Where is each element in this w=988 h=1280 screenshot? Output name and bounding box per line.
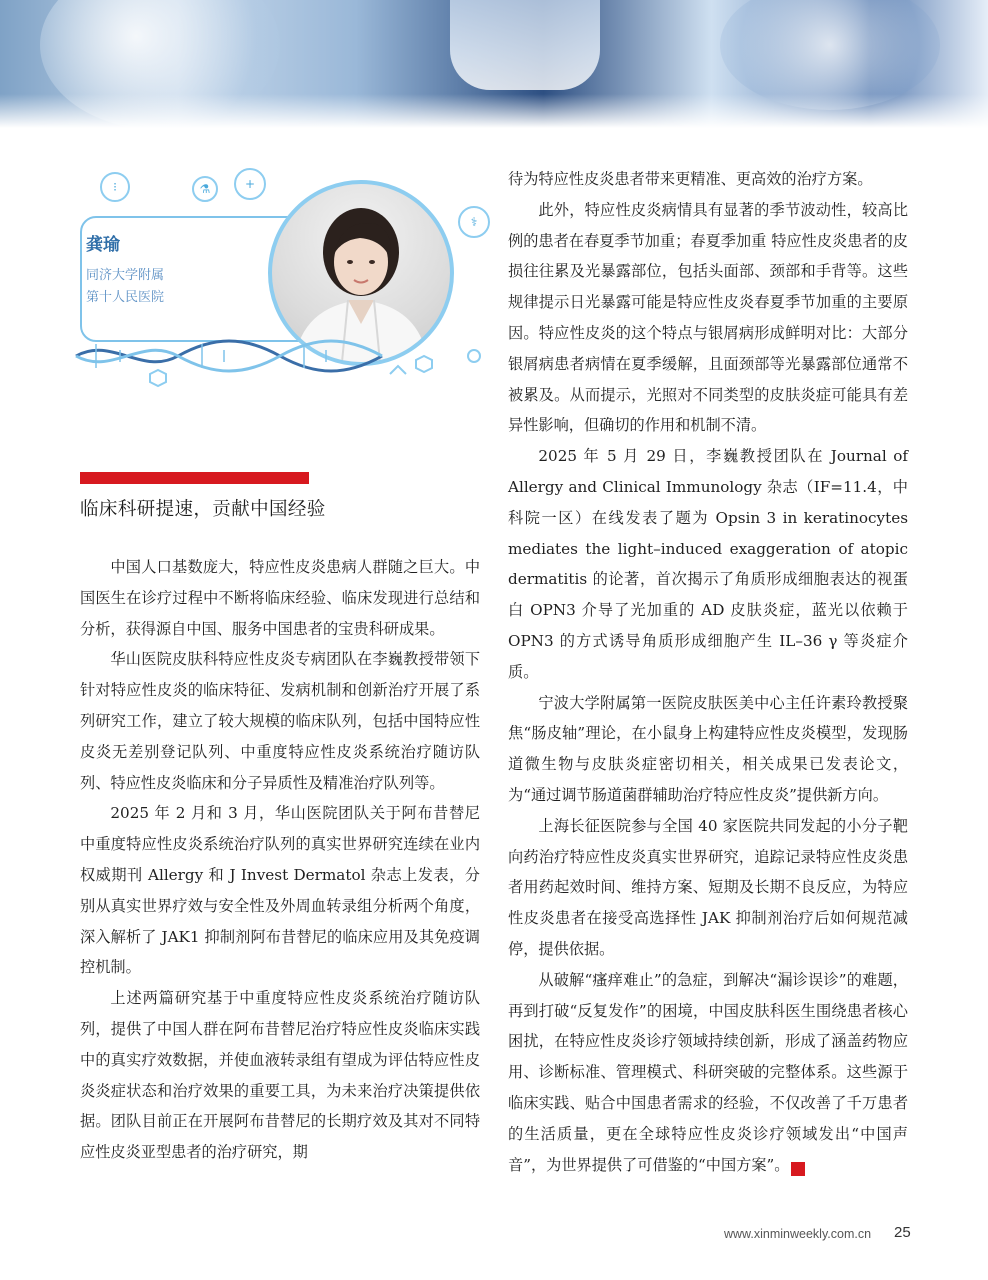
paragraph-continuation: 待为特应性皮炎患者带来更精准、更高效的治疗方案。 [508,170,873,188]
dna-helix-decoration [72,330,502,400]
profile-affiliation-line2: 第十人民医院 [86,290,165,305]
profile-name: 龚瑜 [86,235,120,255]
medical-kit-icon: + [234,168,266,200]
paragraph: 中国人口基数庞大，特应性皮炎患病人群随之巨大。中国医生在诊疗过程中不断将临床经验、临床发现进行总结和分析，获得源自中国、服务中国患者的宝贵科研成果。 [80,558,480,638]
paragraph: 华山医院皮肤科特应性皮炎专病团队在李巍教授带领下针对特应性皮炎的临床特征、发病机制和创新治疗开展了系列研究工作，建立了较大规模的临床队列，包括中国特应性皮炎无差别登记队列、中重度特应性皮炎系统治疗随访队列、特应性皮炎临床和分子异质性及精准治疗队列等。 [80,650,480,792]
final-paragraph-text: 从破解“瘙痒难止”的急症，到解决“漏诊误诊”的难题，再到打破“反复发作”的困境，中国皮肤科医生围绕患者核心困扰，在特应性皮炎诊疗领域持续创新，形成了涵盖药物应用、诊断标准、管理模式、科研突破的完整体系。这些源于临床实践、贴合中国患者需求的经验，不仅改善了千万患者的生活质量，更在全球特应性皮炎诊疗领域发出“中国声音”，为世界提供了可借鉴的“中国方案”。 [508,970,908,1174]
flask-icon: ⚗ [192,176,218,202]
paragraph: 上述两篇研究基于中重度特应性皮炎系统治疗随访队列，提供了中国人群在阿布昔替尼治疗特应性皮炎临床实践中的真实疗效数据，并使血液转录组有望成为评估特应性皮炎炎症状态和治疗效果的重要工具，为未来治疗决策提供依据。团队目前正在开展阿布昔替尼的长期疗效及其对不同特应性皮炎亚型患者的治疗研究，期 [80,989,480,1162]
header-banner-image [0,0,988,128]
stethoscope-icon: ⚕ [458,206,490,238]
banner-lab-visual [450,0,600,90]
section-accent-bar [80,472,309,484]
paragraph: 宁波大学附属第一医院皮肤医美中心主任许素玲教授聚焦“肠皮轴”理论，在小鼠身上构建特应性皮炎模型，发现肠道微生物与皮肤炎症密切相关，相关成果已发表论文，为“通过调节肠道菌群辅助治疗特应性皮炎”提供新方向。 [508,693,908,804]
profile-affiliation-line1: 同济大学附属 [86,268,165,283]
paragraph-final [508,965,908,1181]
footer-url: www.xinminweekly.com.cn [724,1227,872,1241]
paragraph: 2025 年 2 月和 3 月，华山医院团队关于阿布昔替尼中重度特应性皮炎系统治疗队列的真实世界研究连续在业内权威期刊 Allergy 和 J Invest Dermatol 杂志上发表，分别从真实世界疗效与安全性及外周血转录组分析两个角度，深入解析了 JAK1 抑制剂阿布昔替尼的临床应用及其免疫调控机制。 [80,804,480,977]
syringe-icon: ⁝ [100,172,130,202]
left-text-column [80,552,480,1168]
right-text-column [508,164,908,1180]
paragraph: 2025 年 5 月 29 日，李巍教授团队在 Journal of Allergy and Clinical Immunology 杂志（IF=11.4，中科院一区）在线发表了题为 Opsin 3 in keratinocytes mediates the light–induced exaggeration of atopic dermatitis 的论著，首次揭示了角质形成细胞表达的视蛋白 OPN3 介导了光加重的 AD 皮肤炎症，蓝光以依赖于 OPN3 的方式诱导角质形成细胞产生 IL–36 γ 等炎症介质。 [508,447,908,681]
section-heading: 临床科研提速，贡献中国经验 [80,499,326,520]
article-end-mark-icon: 民 [791,1162,805,1176]
page-number: 25 [894,1224,911,1241]
paragraph: 上海长征医院参与全国 40 家医院共同发起的小分子靶向药治疗特应性皮炎真实世界研究，追踪记录特应性皮炎患者用药起效时间、维持方案、短期及长期不良反应，为特应性皮炎患者在接受高选择性 JAK 抑制剂治疗后如何规范减停，提供依据。 [508,816,908,958]
author-profile-card [72,160,502,400]
paragraph: 此外，特应性皮炎病情具有显著的季节波动性，较高比例的患者在春夏季节加重；春夏季加重 特应性皮炎患者的皮损往往累及光暴露部位，包括头面部、颈部和手背等。这些规律提示日光暴露可能是特应性皮炎春夏季节加重的主要原因。特应性皮炎的这个特点与银屑病形成鲜明对比：大部分银屑病患者病情在夏季缓解，且面颈部等光暴露部位通常不被累及。从而提示，光照对不同类型的皮肤炎症可能具有差异性影响，但确切的作用和机制不清。 [508,200,908,435]
